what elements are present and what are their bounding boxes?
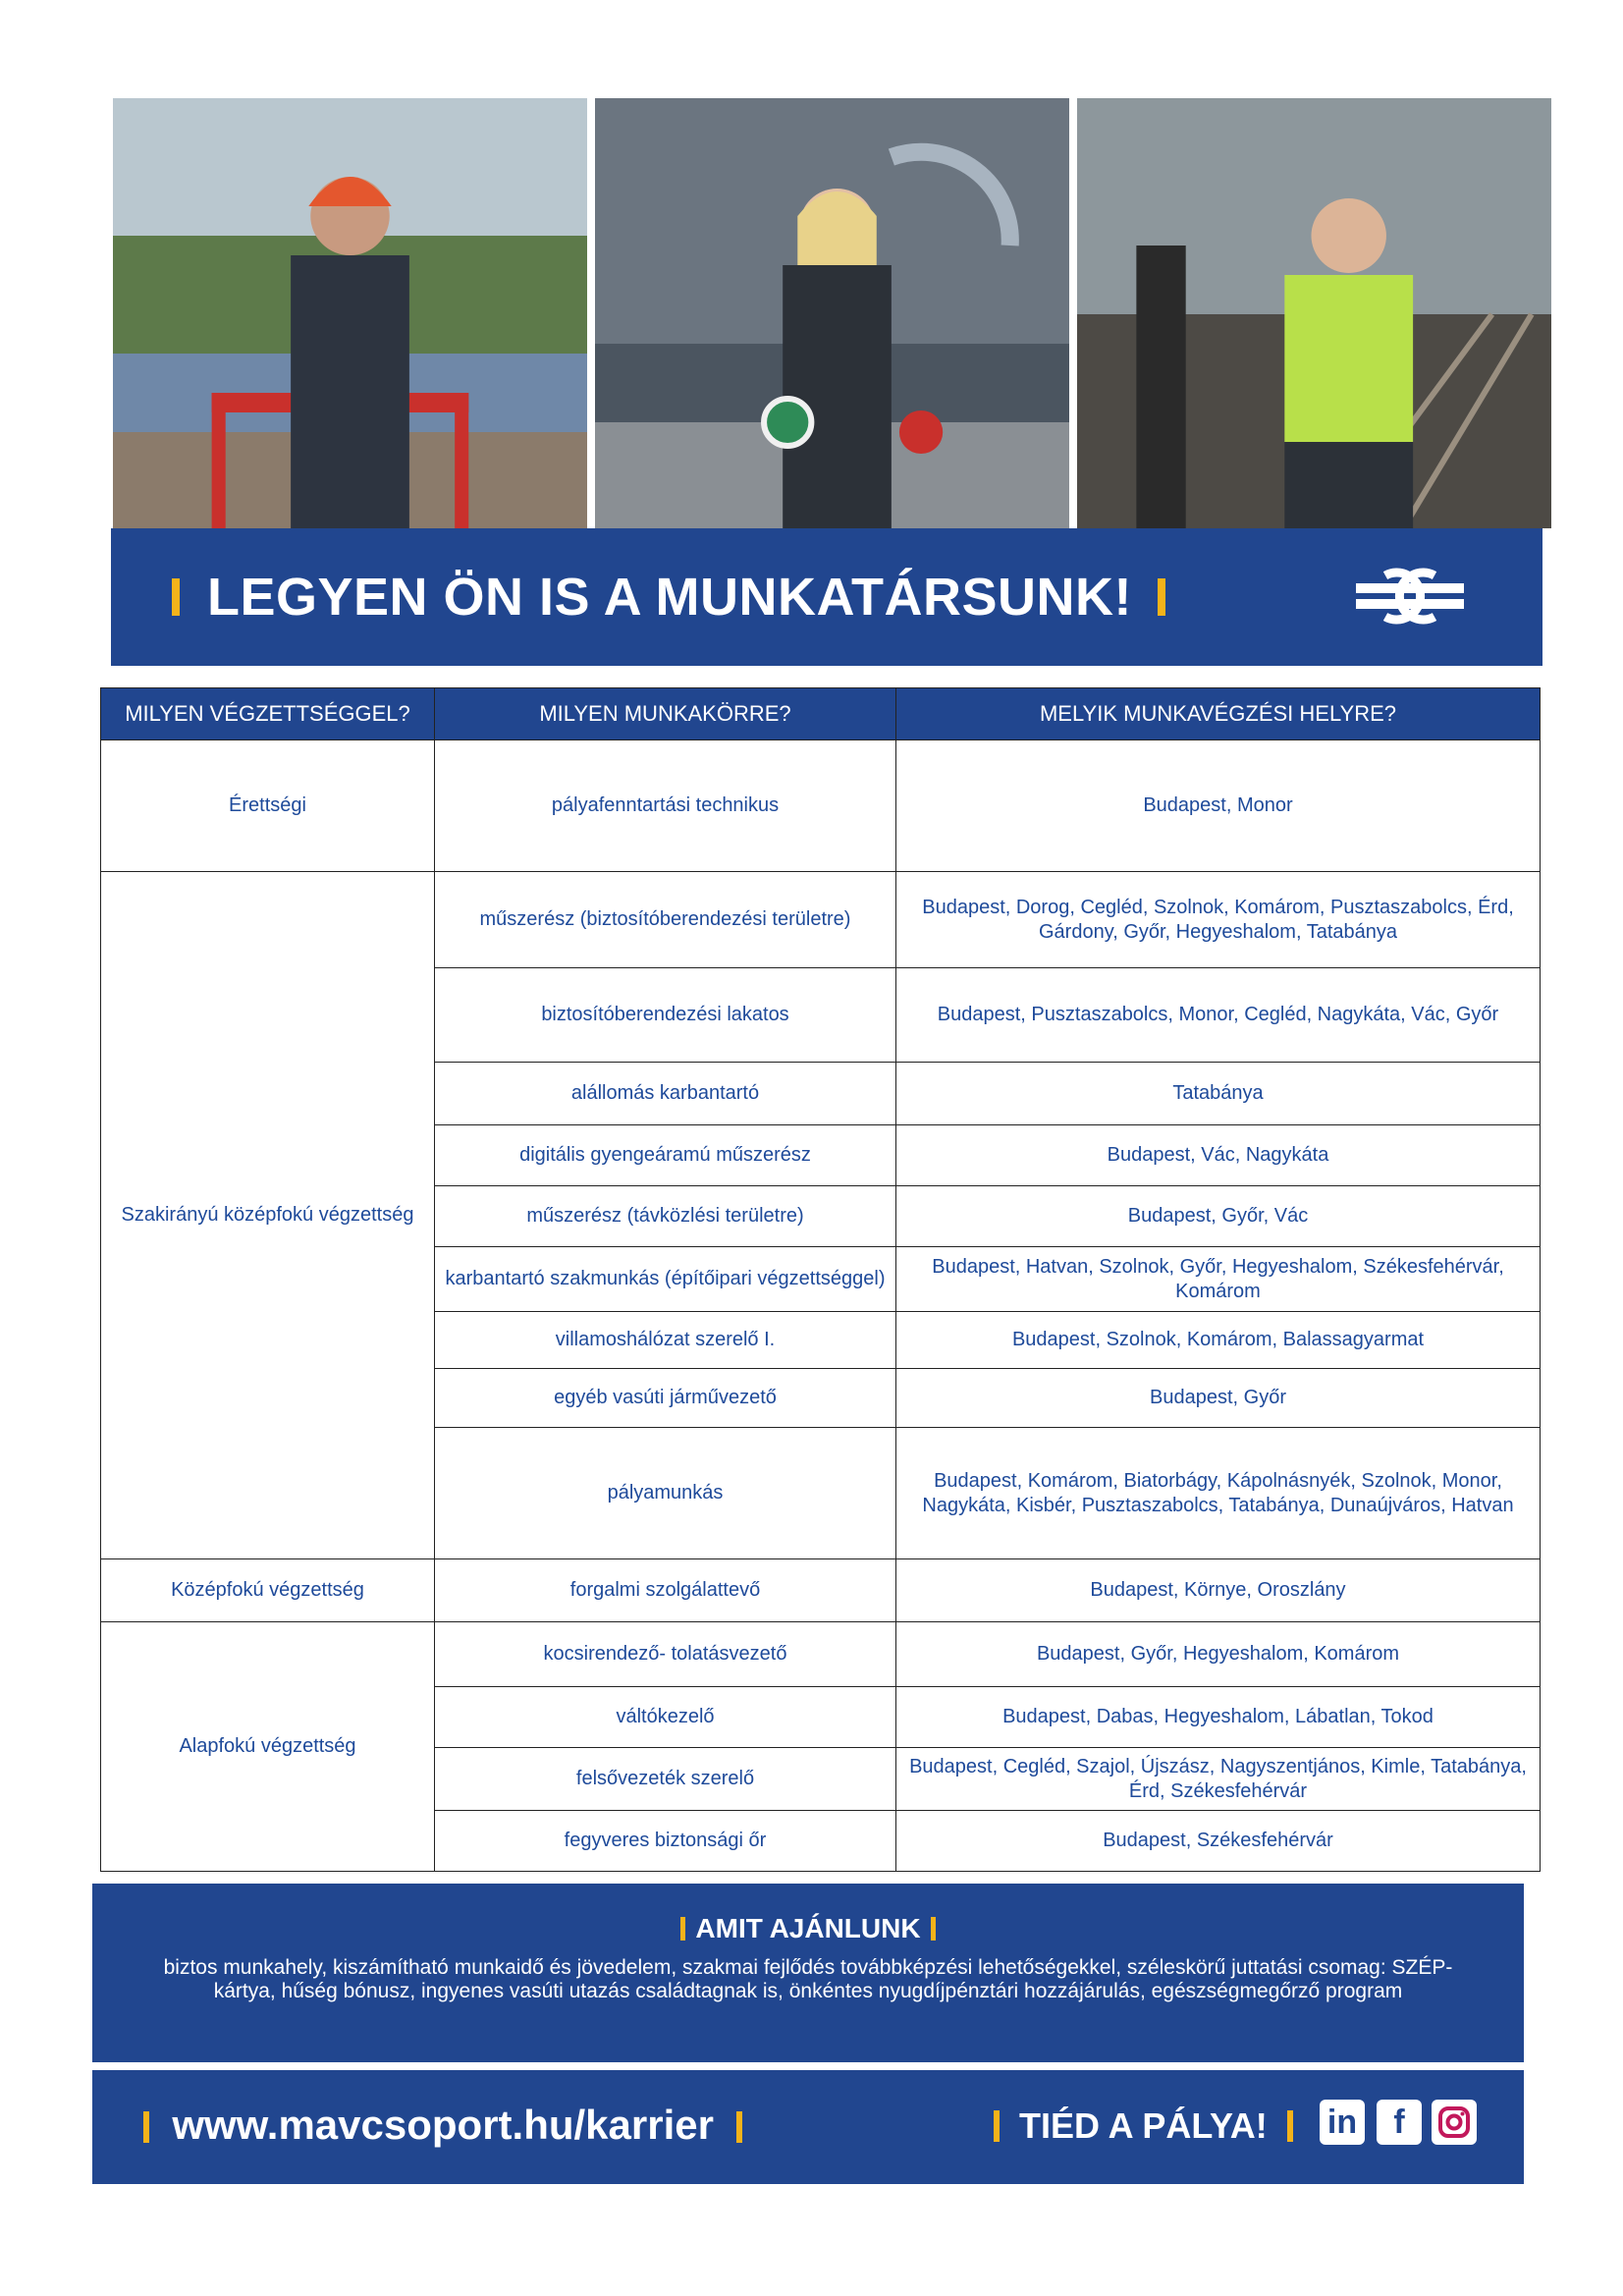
photo-strip <box>113 98 1551 528</box>
photo-technician <box>113 98 587 528</box>
career-url-link[interactable]: www.mavcsoport.hu/karrier <box>172 2102 714 2148</box>
slogan-text: TIÉD A PÁLYA! <box>1019 2105 1268 2146</box>
offer-box <box>92 1884 1524 2062</box>
photo-track-worker <box>1077 98 1551 528</box>
place-cell: Budapest, Pusztaszabolcs, Monor, Cegléd, Nagykáta, Vác, Győr <box>896 968 1541 1063</box>
place-cell: Budapest, Szolnok, Komárom, Balassagyarmat <box>896 1312 1541 1369</box>
job-cell: műszerész (biztosítóberendezési területre) <box>435 872 896 968</box>
accent-bar <box>172 578 180 616</box>
job-cell: forgalmi szolgálattevő <box>435 1559 896 1622</box>
place-cell: Budapest, Vác, Nagykáta <box>896 1125 1541 1186</box>
linkedin-icon[interactable]: in <box>1320 2100 1365 2145</box>
place-cell: Budapest, Székesfehérvár <box>896 1811 1541 1872</box>
job-cell: váltókezelő <box>435 1687 896 1748</box>
job-cell: karbantartó szakmunkás (építőipari végzettséggel) <box>435 1247 896 1312</box>
place-cell: Budapest, Környe, Oroszlány <box>896 1559 1541 1622</box>
facebook-icon[interactable]: f <box>1377 2100 1422 2145</box>
place-cell: Budapest, Dorog, Cegléd, Szolnok, Komárom, Pusztaszabolcs, Érd, Gárdony, Győr, Hegyeshalom, Tatabánya <box>896 872 1541 968</box>
job-cell: pályafenntartási technikus <box>435 740 896 872</box>
place-cell: Budapest, Komárom, Biatorbágy, Kápolnásnyék, Szolnok, Monor, Nagykáta, Kisbér, Pusztaszabolcs, Tatabánya, Dunaújváros, Hatvan <box>896 1428 1541 1559</box>
jobs-table <box>100 687 1541 1872</box>
job-cell: egyéb vasúti járművezető <box>435 1369 896 1428</box>
place-cell: Budapest, Hatvan, Szolnok, Győr, Hegyeshalom, Székesfehérvár, Komárom <box>896 1247 1541 1312</box>
table-row <box>101 740 1541 872</box>
header-education: MILYEN VÉGZETTSÉGGEL? <box>101 688 435 740</box>
place-cell: Budapest, Győr, Vác <box>896 1186 1541 1247</box>
education-cell: Középfokú végzettség <box>101 1559 435 1622</box>
education-cell: Alapfokú végzettség <box>101 1622 435 1872</box>
job-cell: műszerész (távközlési területre) <box>435 1186 896 1247</box>
place-cell: Budapest, Monor <box>896 740 1541 872</box>
offer-title-line <box>92 1913 1524 1944</box>
table-row <box>101 1559 1541 1622</box>
accent-bar <box>994 2110 1000 2142</box>
header-place: MELYIK MUNKAVÉGZÉSI HELYRE? <box>896 688 1541 740</box>
header-job: MILYEN MUNKAKÖRRE? <box>435 688 896 740</box>
accent-bar <box>931 1917 936 1941</box>
offer-title: AMIT AJÁNLUNK <box>695 1913 921 1943</box>
offer-text: biztos munkahely, kiszámítható munkaidő és jövedelem, szakmai fejlődés továbbképzési lehetőségekkel, széleskörű juttatási csomag: SZÉP-kártya, hűség bónusz, ingyenes vasúti utazás családtagnak is, önkéntes nyugdíjpénztári hozzájárulás, egészségmegőrző program <box>163 1956 1453 2002</box>
place-cell: Budapest, Győr <box>896 1369 1541 1428</box>
job-cell: felsővezeték szerelő <box>435 1748 896 1811</box>
place-cell: Budapest, Győr, Hegyeshalom, Komárom <box>896 1622 1541 1687</box>
job-cell: biztosítóberendezési lakatos <box>435 968 896 1063</box>
place-cell: Budapest, Cegléd, Szajol, Újszász, Nagyszentjános, Kimle, Tatabánya, Érd, Székesfehérvár <box>896 1748 1541 1811</box>
job-cell: digitális gyengeáramú műszerész <box>435 1125 896 1186</box>
career-link-line <box>143 2102 742 2149</box>
hero-title: LEGYEN ÖN IS A MUNKATÁRSUNK! <box>207 568 1132 627</box>
education-cell: Szakirányú középfokú végzettség <box>101 872 435 1559</box>
table-row <box>101 1622 1541 1687</box>
job-cell: alállomás karbantartó <box>435 1063 896 1125</box>
instagram-icon[interactable] <box>1432 2100 1477 2145</box>
accent-bar <box>736 2111 742 2143</box>
education-cell: Érettségi <box>101 740 435 872</box>
job-cell: pályamunkás <box>435 1428 896 1559</box>
hero-banner <box>111 528 1542 666</box>
job-cell: kocsirendező- tolatásvezető <box>435 1622 896 1687</box>
accent-bar <box>1287 2110 1293 2142</box>
accent-bar <box>143 2111 149 2143</box>
photo-conductor <box>595 98 1069 528</box>
table-row <box>101 872 1541 968</box>
footer-banner <box>92 2070 1524 2184</box>
place-cell: Tatabánya <box>896 1063 1541 1125</box>
accent-bar <box>1158 578 1165 616</box>
job-cell: fegyveres biztonsági őr <box>435 1811 896 1872</box>
job-cell: villamoshálózat szerelő I. <box>435 1312 896 1369</box>
place-cell: Budapest, Dabas, Hegyeshalom, Lábatlan, Tokod <box>896 1687 1541 1748</box>
slogan-line <box>994 2105 1293 2147</box>
mav-logo-icon <box>1356 566 1464 627</box>
table-header-row <box>101 688 1541 740</box>
accent-bar <box>680 1917 685 1941</box>
